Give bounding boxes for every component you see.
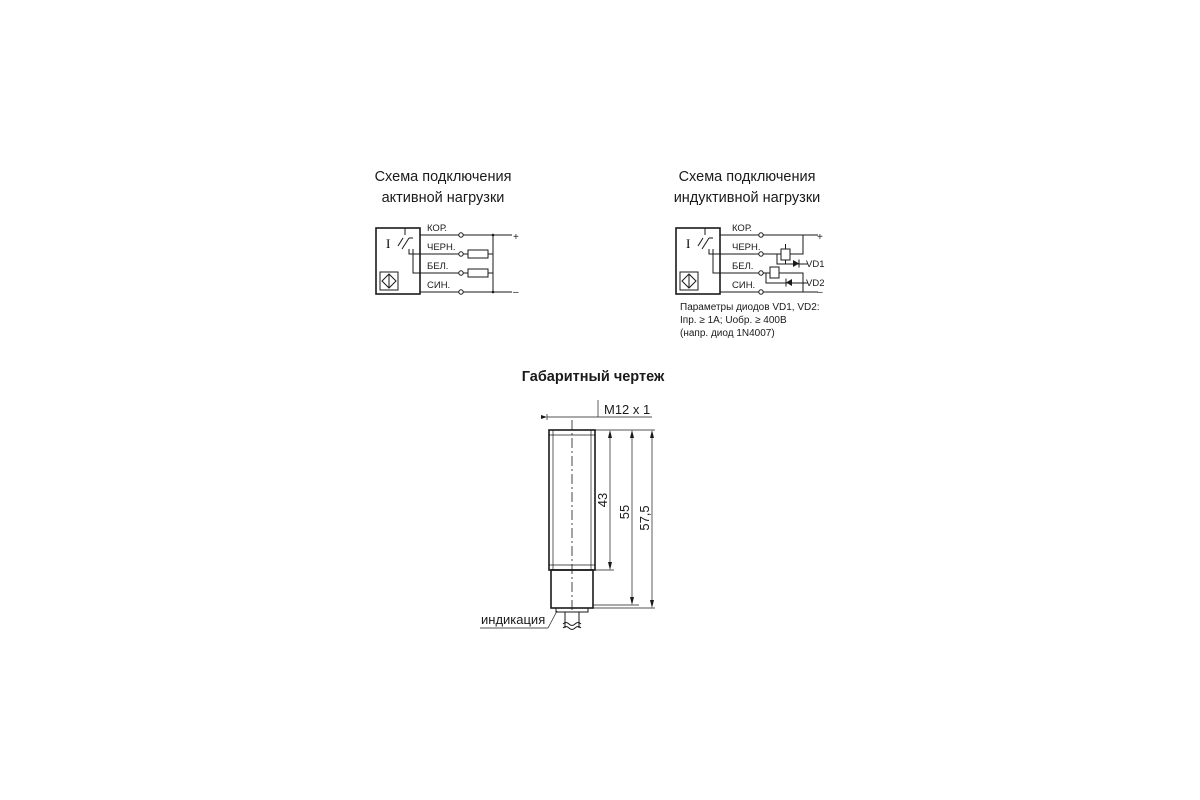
inductive-wire-sin: СИН. [732,280,756,291]
active-wire-bel: БЕЛ. [427,261,449,272]
inductive-wire-bel: БЕЛ. [732,261,754,272]
diode-vd2-icon [786,279,792,287]
drawing-title: Габаритный чертеж [521,369,665,385]
terminal [459,252,463,256]
sensor-output-symbol-icon [398,238,413,249]
terminal [759,233,763,237]
inductive-title-line1: Схема подключения [678,169,816,185]
sensor-output-symbol-icon [698,238,713,249]
inductive-plus: + [817,232,823,243]
terminal [459,271,463,275]
diode-note-line2: Iпр. ≥ 1A; Uобр. ≥ 400B [680,315,787,326]
inductive-sensor-icon [380,272,398,290]
active-wire-kor: КОР. [427,223,447,234]
dim-55: 55 [617,504,632,520]
terminal [759,271,763,275]
diode-note-line3: (напр. диод 1N4007) [680,328,775,339]
inductive-sensor-icon [680,272,698,290]
label-vd2: VD2 [806,278,825,289]
active-plus: + [513,232,519,243]
relay-coil-2 [770,267,779,278]
inductive-load-diagram [674,169,825,339]
inductive-wire-kor: КОР. [732,223,752,234]
active-wire-chern: ЧЕРН. [427,242,456,253]
active-minus: – [513,287,519,298]
active-load-diagram [375,169,519,298]
terminal [759,290,763,294]
sensor-symbol: I [686,236,691,251]
relay-coil-1 [781,249,790,260]
load-resistor-2 [468,269,488,277]
indication-label: индикация [481,612,546,627]
inductive-wire-chern: ЧЕРН. [732,242,761,253]
dimensional-drawing [480,369,665,630]
thread-spec: M12 x 1 [604,402,651,417]
inductive-title-line2: индуктивной нагрузки [673,190,821,206]
diode-vd1-icon [793,260,799,268]
inductive-minus: – [817,287,823,298]
terminal [459,290,463,294]
terminal [459,233,463,237]
dim-43: 43 [595,492,610,508]
active-title-line2: активной нагрузки [381,190,505,206]
diode-note-line1: Параметры диодов VD1, VD2: [680,302,820,313]
active-wire-sin: СИН. [427,280,451,291]
dim-57-5: 57,5 [637,505,652,531]
sensor-symbol: I [386,236,391,251]
load-resistor-1 [468,250,488,258]
active-title-line1: Схема подключения [374,169,512,185]
label-vd1: VD1 [806,259,825,270]
terminal [759,252,763,256]
